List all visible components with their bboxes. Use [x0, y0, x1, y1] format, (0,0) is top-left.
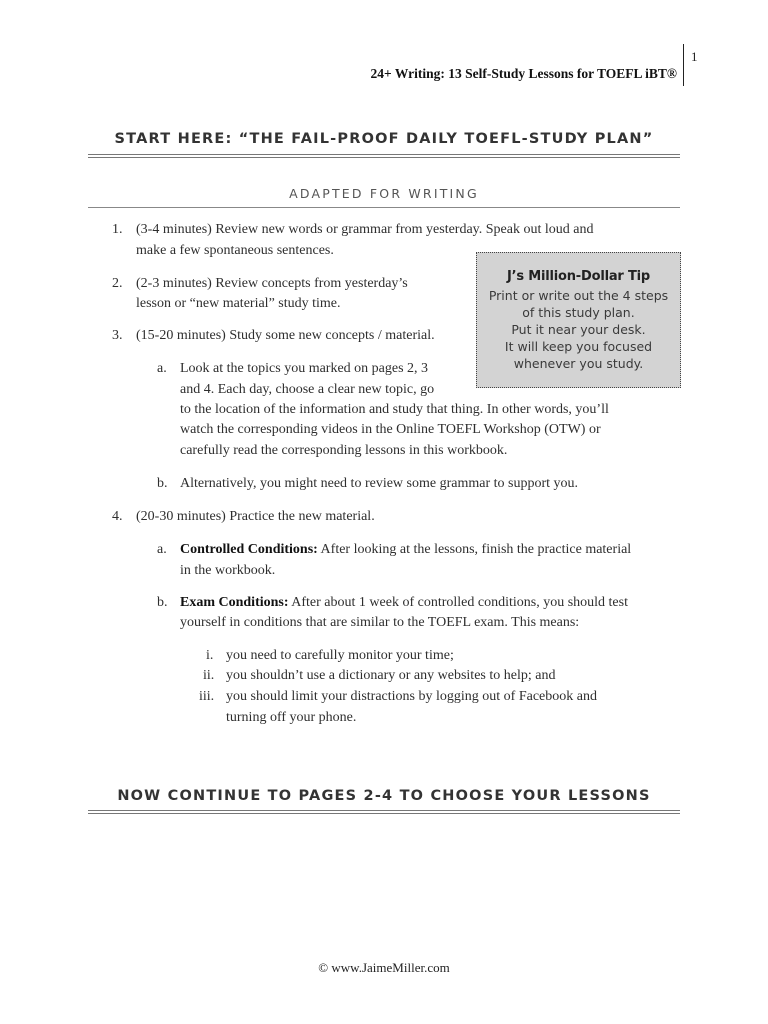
running-header-title: 24+ Writing: 13 Self-Study Lessons for TOEFL iBT® [370, 66, 677, 81]
step-4b-iii-number: iii. [199, 689, 215, 704]
header-divider [683, 44, 684, 86]
tip-line-3: Put it near your desk. [511, 322, 646, 337]
step-4b-line-2: yourself in conditions that are similar to the TOEFL exam. This means: [180, 615, 580, 630]
tip-title: J’s Million-Dollar Tip [507, 269, 650, 284]
step-4-line-1: (20-30 minutes) Practice the new material. [136, 509, 375, 524]
tip-line-5: whenever you study. [513, 356, 644, 371]
step-4b-ii-number: ii. [203, 668, 215, 683]
step-3a-line-1: Look at the topics you marked on pages 2, 3 [180, 361, 429, 376]
main-heading: START HERE: “THE FAIL-PROOF DAILY TOEFL-STUDY PLAN” [114, 131, 654, 147]
tip-line-4: It will keep you focused [504, 339, 653, 354]
step-1-line-2: make a few spontaneous sentences. [136, 243, 334, 258]
tip-line-2: of this study plan. [522, 305, 635, 320]
step-3a-letter: a. [157, 361, 167, 376]
step-4b-text: After about 1 week of controlled conditions, you should test [288, 595, 628, 610]
step-4a-letter: a. [157, 542, 167, 557]
step-4a-text: After looking at the lessons, finish the practice material [317, 542, 632, 557]
step-3a-line-2: and 4. Each day, choose a clear new topic, go [180, 382, 435, 397]
step-1-line-1: (3-4 minutes) Review new words or grammar from yesterday. Speak out loud and [136, 222, 594, 237]
step-2-line-2: lesson or “new material” study time. [136, 296, 341, 311]
step-4-number: 4. [112, 509, 123, 524]
step-3a-line-5: carefully read the corresponding lessons in this workbook. [180, 443, 508, 458]
continue-heading-rule [88, 810, 680, 814]
exam-conditions-label: Exam Conditions: [180, 595, 289, 610]
step-4a-line-2: in the workbook. [180, 563, 276, 578]
step-4b-ii-text: you shouldn’t use a dictionary or any websites to help; and [226, 668, 556, 683]
sub-heading-rule [88, 207, 680, 208]
step-3-line-1: (15-20 minutes) Study some new concepts / material. [136, 328, 435, 343]
step-1-number: 1. [112, 222, 123, 237]
step-3b-letter: b. [157, 476, 168, 491]
step-4b-iii-line-2: turning off your phone. [226, 710, 357, 725]
page-number: 1 [691, 49, 698, 64]
continue-heading: NOW CONTINUE TO PAGES 2-4 TO CHOOSE YOUR LESSONS [117, 788, 651, 804]
step-4b-letter: b. [157, 595, 168, 610]
main-heading-rule [88, 154, 680, 158]
tip-line-1: Print or write out the 4 steps [488, 288, 669, 303]
step-4b-line-1 [180, 595, 628, 611]
sub-heading: ADAPTED FOR WRITING [289, 186, 479, 201]
step-4b-i-text: you need to carefully monitor your time; [226, 648, 454, 663]
step-4a-line-1 [180, 542, 631, 558]
step-4b-i-number: i. [206, 648, 214, 663]
controlled-conditions-label: Controlled Conditions: [180, 542, 318, 557]
tip-box [476, 252, 681, 388]
footer-copyright: © www.JaimeMiller.com [318, 960, 450, 975]
step-2-number: 2. [112, 276, 123, 291]
step-2-line-1: (2-3 minutes) Review concepts from yesterday’s [136, 276, 408, 291]
step-3-number: 3. [112, 328, 123, 343]
step-3b-line-1: Alternatively, you might need to review some grammar to support you. [180, 476, 579, 491]
step-4b-iii-text: you should limit your distractions by logging out of Facebook and [226, 689, 597, 704]
step-3a-line-4: watch the corresponding videos in the Online TOEFL Workshop (OTW) or [180, 422, 601, 437]
step-3a-line-3: to the location of the information and study that thing. In other words, you’ll [180, 402, 609, 417]
